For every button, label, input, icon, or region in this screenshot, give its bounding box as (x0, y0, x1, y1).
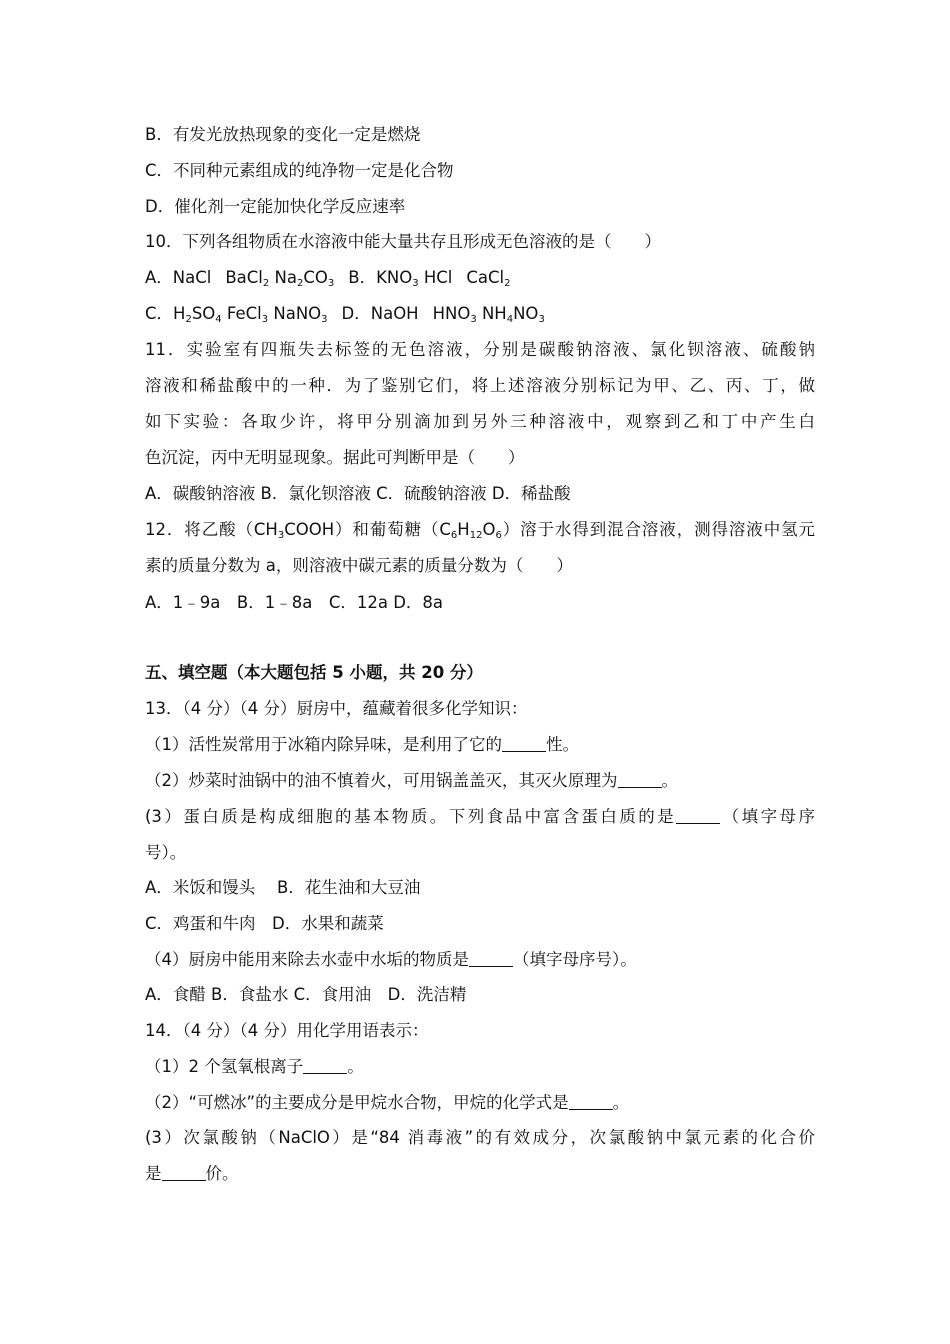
q13-part3-cont: 号）。 (145, 843, 187, 862)
q12-options: A．1﹣9a B．1﹣8a C．12a D．8a (145, 593, 444, 612)
answer-blank (303, 1057, 347, 1074)
q12-stem-line2: 素的质量分数为 a，则溶液中碳元素的质量分数为（ ） (145, 556, 573, 575)
q11-stem-line3: 如下实验：各取少许，将甲分别滴加到另外三种溶液中，观察到乙和丁中产生白 (145, 412, 815, 431)
q13-options-cd: C．鸡蛋和牛肉 D．水果和蔬菜 (145, 914, 384, 933)
q13-part4-options: A．食醋 B．食盐水 C．食用油 D．洗洁精 (145, 985, 467, 1004)
answer-blank (469, 950, 513, 967)
q13-stem: 13．（4 分）（4 分）厨房中，蕴藏着很多化学知识： (145, 699, 528, 718)
q13-part2: （2）炒菜时油锅中的油不慎着火，可用锅盖盖灭，其灭火原理为 。 (145, 771, 678, 790)
q10-options-ab: A．NaCl BaCl$_2$ $Na_2CO_3$ B．$KNO_3$ HCl CaCl$_2$ (145, 268, 511, 289)
q11-stem-line1: 11．实验室有四瓶失去标签的无色溶液，分别是碳酸钠溶液、氯化钡溶液、硫酸钠 (145, 340, 815, 359)
q14-part3-cont: 是 价。 (145, 1164, 239, 1183)
q14-part3: (3）次氯酸钠（NaClO）是“84 消毒液”的有效成分，次氯酸钠中氯元素的化合价 (145, 1128, 815, 1147)
q11-stem-line4: 色沉淀，丙中无明显现象。据此可判断甲是（ ） (145, 448, 525, 467)
q13-options-ab: A．米饭和馒头 B．花生油和大豆油 (145, 878, 421, 897)
answer-blank (618, 771, 662, 788)
q14-part1: （1）2 个氢氧根离子 。 (145, 1057, 364, 1076)
section-heading: 五、填空题（本大题包括 5 小题，共 20 分） (145, 663, 483, 682)
answer-blank (162, 1164, 206, 1181)
q9-option-d: D．催化剂一定能加快化学反应速率 (145, 197, 406, 216)
q9-option-b: B．有发光放热现象的变化一定是燃烧 (145, 125, 421, 144)
q14-part2: （2）“可燃冰”的主要成分是甲烷水合物，甲烷的化学式是 。 (145, 1093, 630, 1112)
q9-option-c: C．不同种元素组成的纯净物一定是化合物 (145, 161, 454, 180)
q13-part3: (3）蛋白质是构成细胞的基本物质。下列食品中富含蛋白质的是 （填字母序 (145, 807, 816, 826)
q10-stem: 10．下列各组物质在水溶液中能大量共存且形成无色溶液的是（ ） (145, 232, 661, 251)
q10-options-cd: C．$H_2SO_4$ FeCl$_3$ NaNO$_3$ D．NaOH $HNO_3$ $NH_4NO_3$ (145, 304, 545, 325)
q13-part1: （1）活性炭常用于冰箱内除异味，是利用了它的 性。 (145, 735, 579, 754)
answer-blank (676, 807, 720, 824)
answer-blank (502, 735, 546, 752)
q11-stem-line2: 溶液和稀盐酸中的一种．为了鉴别它们，将上述溶液分别标记为甲、乙、丙、丁，做 (145, 376, 815, 395)
q11-options: A．碳酸钠溶液 B．氯化钡溶液 C．硫酸钠溶液 D．稀盐酸 (145, 484, 571, 503)
q12-stem-line1: 12．将乙酸$(CH_3COOH)$和葡萄糖$(C_6H_{12}O_6)$溶于水得到混合溶液，测得溶液中氢元 (145, 520, 815, 541)
q13-part4: （4）厨房中能用来除去水壶中水垢的物质是 （填字母序号）。 (145, 950, 637, 969)
answer-blank (569, 1093, 613, 1110)
q14-stem: 14．（4 分）（4 分）用化学用语表示： (145, 1021, 429, 1040)
